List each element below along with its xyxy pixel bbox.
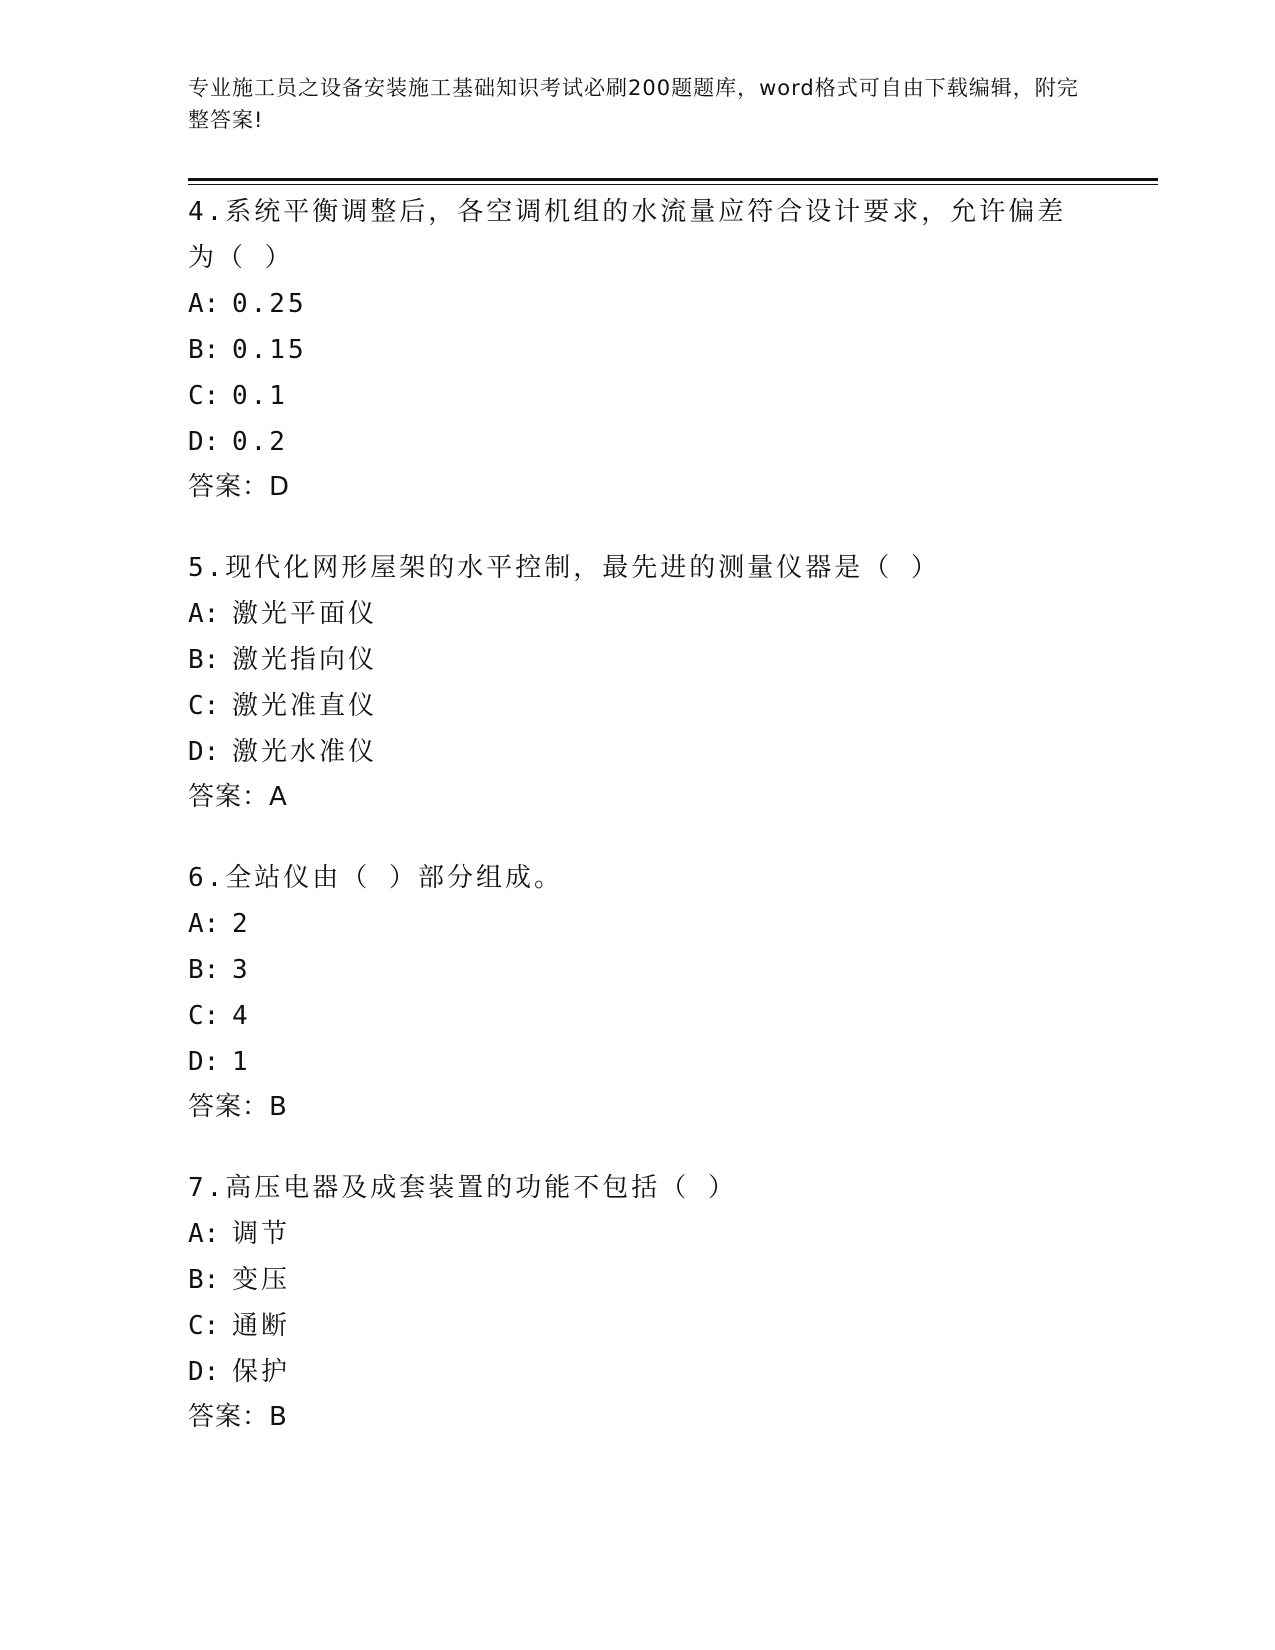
option-text: 2 (232, 909, 251, 939)
option-text: 激光准直仪 (232, 691, 378, 721)
option-text: 1 (232, 1047, 251, 1077)
option-label: A: (188, 1219, 220, 1249)
option-a (188, 1211, 1088, 1257)
question-6 (188, 855, 1088, 1129)
option-d (188, 419, 1088, 465)
option-c (188, 993, 1088, 1039)
option-text: 0.15 (232, 335, 307, 365)
option-label: B: (188, 955, 220, 985)
option-text: 0.2 (232, 427, 288, 457)
option-label: D: (188, 427, 220, 457)
question-text: 7.高压电器及成套装置的功能不包括（ ） (188, 1173, 737, 1203)
answer: 答案：A (188, 782, 288, 812)
answer: 答案：B (188, 1402, 288, 1432)
option-label: C: (188, 1001, 220, 1031)
option-d (188, 1039, 1088, 1085)
option-label: A: (188, 599, 220, 629)
option-label: B: (188, 335, 220, 365)
header-divider-thick (188, 178, 1158, 181)
option-text: 3 (232, 955, 251, 985)
option-label: A: (188, 289, 220, 319)
option-label: A: (188, 909, 220, 939)
option-b (188, 637, 1088, 683)
option-d (188, 729, 1088, 775)
answer: 答案：D (188, 472, 291, 502)
option-d (188, 1349, 1088, 1395)
option-c (188, 373, 1088, 419)
option-c (188, 683, 1088, 729)
option-b (188, 947, 1088, 993)
question-5 (188, 545, 1088, 819)
option-text: 保护 (232, 1357, 291, 1387)
option-text: 激光平面仪 (232, 599, 378, 629)
option-text: 0.1 (232, 381, 288, 411)
option-a (188, 591, 1088, 637)
question-text: 4.系统平衡调整后，各空调机组的水流量应符合设计要求，允许偏差为（ ） (188, 197, 1067, 273)
option-label: B: (188, 1265, 220, 1295)
option-label: B: (188, 645, 220, 675)
question-text: 5.现代化网形屋架的水平控制，最先进的测量仪器是（ ） (188, 553, 940, 583)
option-text: 通断 (232, 1311, 291, 1341)
option-label: C: (188, 691, 220, 721)
option-text: 调节 (232, 1219, 291, 1249)
option-b (188, 327, 1088, 373)
option-a (188, 281, 1088, 327)
option-label: C: (188, 381, 220, 411)
option-c (188, 1303, 1088, 1349)
answer: 答案：B (188, 1092, 288, 1122)
question-list (188, 189, 1088, 1475)
option-a (188, 901, 1088, 947)
question-text: 6.全站仪由（ ）部分组成。 (188, 863, 563, 893)
option-label: D: (188, 1357, 220, 1387)
option-label: D: (188, 1047, 220, 1077)
header-divider-thin (188, 184, 1158, 185)
question-4 (188, 189, 1088, 509)
option-b (188, 1257, 1088, 1303)
option-label: D: (188, 737, 220, 767)
question-7 (188, 1165, 1088, 1439)
option-text: 激光指向仪 (232, 645, 378, 675)
document-header: 专业施工员之设备安装施工基础知识考试必刷200题题库，word格式可自由下载编辑，附完整答案! (188, 76, 1079, 132)
option-text: 激光水准仪 (232, 737, 378, 767)
option-label: C: (188, 1311, 220, 1341)
option-text: 变压 (232, 1265, 291, 1295)
option-text: 4 (232, 1001, 251, 1031)
option-text: 0.25 (232, 289, 307, 319)
